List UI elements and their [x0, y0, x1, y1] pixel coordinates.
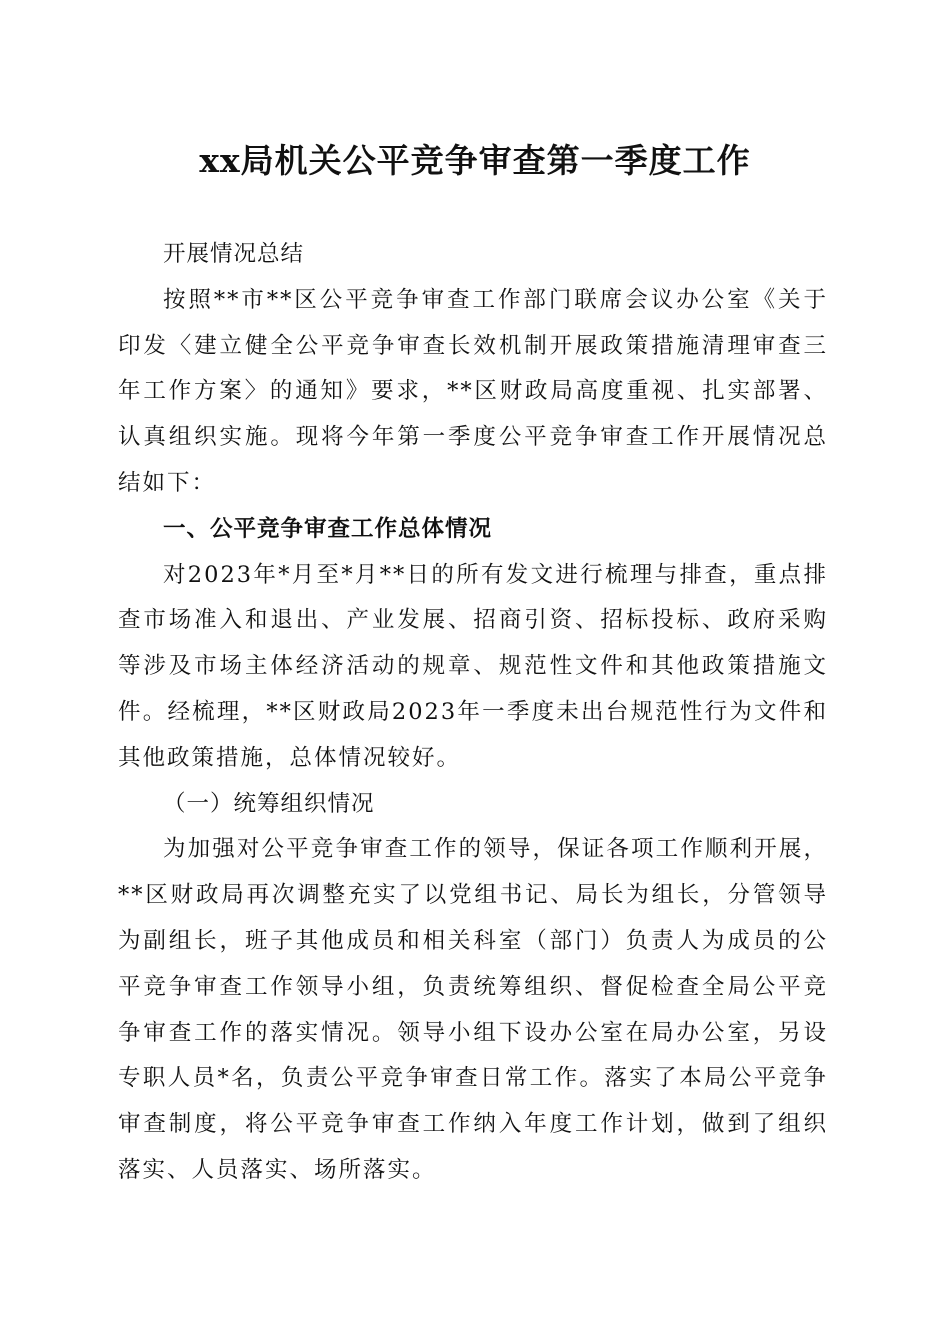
section-heading-1: 一、公平竞争审查工作总体情况	[163, 515, 493, 542]
subsection-heading-1: （一）统筹组织情况	[163, 790, 375, 817]
document-body	[118, 232, 828, 1194]
document-subtitle: 开展情况总结	[163, 241, 305, 267]
intro-paragraph: 按照**市**区公平竞争审查工作部门联席会议办公室《关于印发〈建立健全公平竞争审查长效机制开展政策措施清理审查三年工作方案〉的通知》要求，**区财政局高度重视、扎实部署、认真组织实施。现将今年第一季度公平竞争审查工作开展情况总结如下：	[118, 286, 828, 496]
document-title: xx局机关公平竞争审查第一季度工作	[199, 141, 751, 180]
section-1-paragraph: 对2023年*月至*月**日的所有发文进行梳理与排查，重点排查市场准入和退出、产业发展、招商引资、招标投标、政府采购等涉及市场主体经济活动的规章、规范性文件和其他政策措施文件。经梳理，**区财政局2023年一季度未出台规范性行为文件和其他政策措施，总体情况较好。	[118, 561, 828, 771]
subsection-1-paragraph: 为加强对公平竞争审查工作的领导，保证各项工作顺利开展，**区财政局再次调整充实了以党组书记、局长为组长，分管领导为副组长，班子其他成员和相关科室（部门）负责人为成员的公平竞争审查工作领导小组，负责统筹组织、督促检查全局公平竞争审查工作的落实情况。领导小组下设办公室在局办公室，另设专职人员*名，负责公平竞争审查日常工作。落实了本局公平竞争审查制度，将公平竞争审查工作纳入年度工作计划，做到了组织落实、人员落实、场所落实。	[118, 836, 828, 1183]
